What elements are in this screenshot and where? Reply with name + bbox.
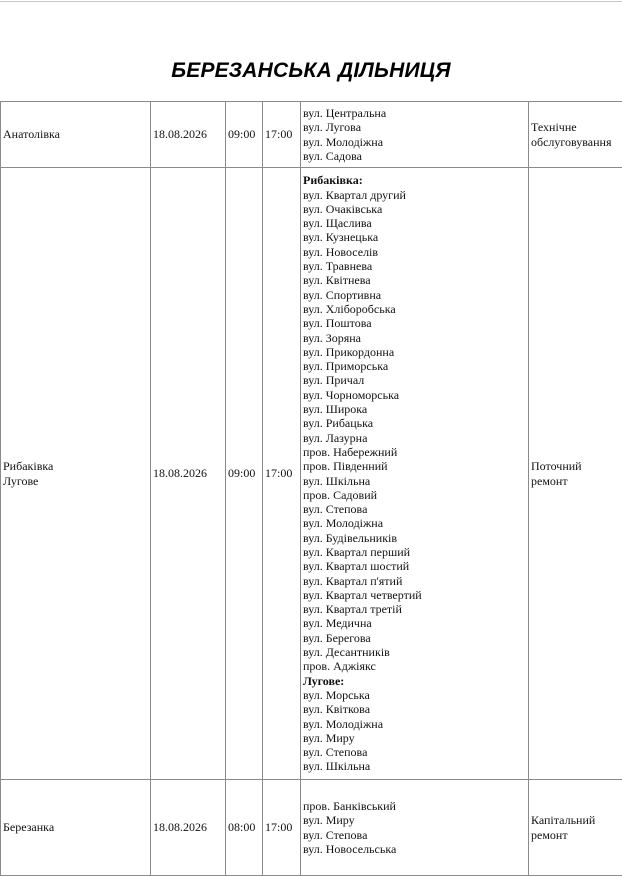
street-item: вул. Будівельників (303, 531, 526, 545)
location-cell (1, 102, 151, 168)
street-item: пров. Аджіякс (303, 659, 526, 673)
street-item: вул. Морська (303, 688, 526, 702)
street-item: вул. Прикордонна (303, 345, 526, 359)
start-time-cell: 09:00 (226, 102, 263, 168)
street-item: вул. Причал (303, 373, 526, 387)
street-item: вул. Квартал другий (303, 188, 526, 202)
street-item: вул. Молодіжна (303, 717, 526, 731)
street-item: вул. Квартал шостий (303, 559, 526, 573)
work-type-text: ремонт (531, 474, 620, 488)
page-title: БЕРЕЗАНСЬКА ДІЛЬНИЦЯ (0, 59, 622, 83)
street-item: вул. Кузнецька (303, 230, 526, 244)
work-type-text: ремонт (531, 828, 620, 842)
table-row (1, 780, 622, 876)
end-time-cell: 17:00 (263, 102, 301, 168)
street-item: вул. Очаківська (303, 202, 526, 216)
street-item: вул. Медична (303, 616, 526, 630)
start-time-cell: 08:00 (226, 780, 263, 876)
street-item: вул. Центральна (303, 106, 526, 120)
location-name: Анатолівка (3, 127, 148, 141)
street-item: вул. Степова (303, 745, 526, 759)
street-group-heading: Рибаківка: (303, 173, 526, 187)
street-item: пров. Садовий (303, 488, 526, 502)
start-time-cell: 09:00 (226, 168, 263, 780)
street-item: вул. Квартал перший (303, 545, 526, 559)
date-cell: 18.08.2026 (151, 780, 226, 876)
street-item: вул. Квітнева (303, 273, 526, 287)
street-item: вул. Новоселів (303, 245, 526, 259)
street-item: вул. Поштова (303, 316, 526, 330)
street-item: пров. Набережний (303, 445, 526, 459)
streets-cell (301, 780, 529, 876)
outage-schedule-table (0, 101, 622, 876)
street-item: вул. Миру (303, 731, 526, 745)
location-cell (1, 168, 151, 780)
street-item: вул. Новосельська (303, 842, 526, 856)
street-item: вул. Квартал п'ятий (303, 574, 526, 588)
street-item: вул. Шкільна (303, 474, 526, 488)
streets-cell (301, 102, 529, 168)
street-item: вул. Молодіжна (303, 516, 526, 530)
street-item: вул. Степова (303, 828, 526, 842)
street-item: вул. Хліборобська (303, 302, 526, 316)
street-item: вул. Молодіжна (303, 135, 526, 149)
street-item: вул. Чорноморська (303, 388, 526, 402)
table-row (1, 102, 622, 168)
location-cell (1, 780, 151, 876)
street-item: вул. Миру (303, 813, 526, 827)
street-item: вул. Берегова (303, 631, 526, 645)
street-item: вул. Широка (303, 402, 526, 416)
street-item: вул. Рибацька (303, 416, 526, 430)
street-item: вул. Квіткова (303, 702, 526, 716)
street-item: вул. Степова (303, 502, 526, 516)
streets-cell (301, 168, 529, 780)
street-item: пров. Південний (303, 459, 526, 473)
street-item: вул. Лугова (303, 120, 526, 134)
work-type-cell (529, 168, 622, 780)
date-cell: 18.08.2026 (151, 102, 226, 168)
street-item: вул. Зоряна (303, 331, 526, 345)
street-item: пров. Банківський (303, 799, 526, 813)
end-time-cell: 17:00 (263, 168, 301, 780)
schedule-table-body (1, 102, 622, 876)
street-item: вул. Травнева (303, 259, 526, 273)
street-item: вул. Приморська (303, 359, 526, 373)
street-item: вул. Спортивна (303, 288, 526, 302)
street-item: вул. Квартал четвертий (303, 588, 526, 602)
date-cell: 18.08.2026 (151, 168, 226, 780)
street-item: вул. Лазурна (303, 431, 526, 445)
street-group-heading: Лугове: (303, 674, 526, 688)
location-name: Лугове (3, 474, 148, 488)
work-type-text: Капітальний (531, 813, 620, 827)
work-type-text: обслуговування (531, 135, 620, 149)
street-item: вул. Квартал третій (303, 602, 526, 616)
work-type-text: Технічне (531, 120, 620, 134)
street-item: вул. Щаслива (303, 216, 526, 230)
top-border-line (0, 1, 622, 2)
end-time-cell: 17:00 (263, 780, 301, 876)
street-item: вул. Шкільна (303, 759, 526, 773)
location-name: Рибаківка (3, 459, 148, 473)
street-item: вул. Садова (303, 149, 526, 163)
work-type-cell (529, 102, 622, 168)
location-name: Березанка (3, 820, 148, 834)
table-row (1, 168, 622, 780)
work-type-cell (529, 780, 622, 876)
work-type-text: Поточний (531, 459, 620, 473)
street-item: вул. Десантників (303, 645, 526, 659)
